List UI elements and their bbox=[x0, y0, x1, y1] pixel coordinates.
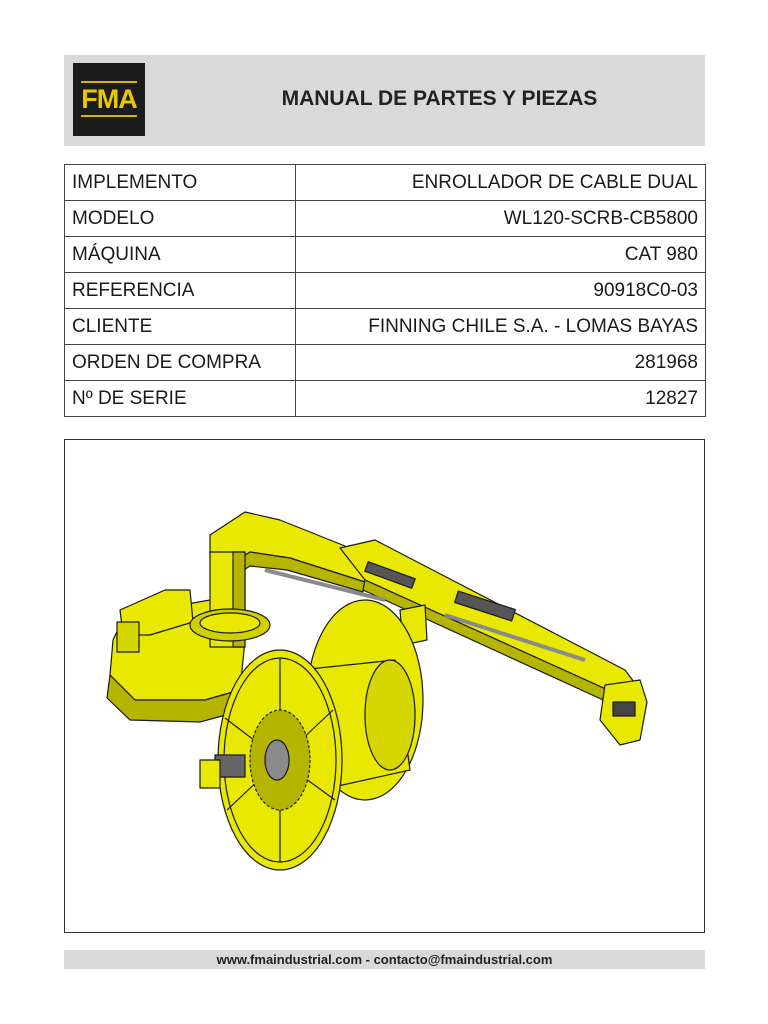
logo-bottom-rule bbox=[81, 115, 137, 117]
row-label: REFERENCIA bbox=[65, 273, 296, 309]
row-label: MODELO bbox=[65, 201, 296, 237]
gear-hub bbox=[265, 740, 289, 780]
equipment-info-table bbox=[64, 164, 706, 417]
row-label: MÁQUINA bbox=[65, 237, 296, 273]
logo-text: FMA bbox=[81, 84, 137, 114]
row-value: CAT 980 bbox=[296, 237, 706, 273]
cable-reel-drawing bbox=[65, 440, 704, 932]
footer-contact: www.fmaindustrial.com - contacto@fmaindustrial.com bbox=[64, 950, 705, 969]
table-row bbox=[65, 381, 706, 417]
row-label: Nº DE SERIE bbox=[65, 381, 296, 417]
row-label: CLIENTE bbox=[65, 309, 296, 345]
fma-logo bbox=[73, 63, 145, 136]
header-banner bbox=[64, 55, 705, 146]
row-label: IMPLEMENTO bbox=[65, 165, 296, 201]
cable-reel-illustration-frame bbox=[64, 439, 705, 933]
table-row bbox=[65, 273, 706, 309]
row-value: FINNING CHILE S.A. - LOMAS BAYAS bbox=[296, 309, 706, 345]
clamp-block bbox=[117, 622, 139, 652]
row-value: ENROLLADOR DE CABLE DUAL bbox=[296, 165, 706, 201]
row-value: 281968 bbox=[296, 345, 706, 381]
table-row bbox=[65, 345, 706, 381]
table-row bbox=[65, 309, 706, 345]
row-value: 90918C0-03 bbox=[296, 273, 706, 309]
table-row bbox=[65, 237, 706, 273]
motor-mount bbox=[200, 760, 220, 788]
table-row bbox=[65, 201, 706, 237]
slew-ring-inner bbox=[200, 613, 260, 633]
row-label: ORDEN DE COMPRA bbox=[65, 345, 296, 381]
table-row bbox=[65, 165, 706, 201]
guide-roller bbox=[613, 702, 635, 716]
row-value: WL120-SCRB-CB5800 bbox=[296, 201, 706, 237]
drum-end bbox=[365, 660, 415, 770]
document-title: MANUAL DE PARTES Y PIEZAS bbox=[281, 87, 598, 110]
row-value: 12827 bbox=[296, 381, 706, 417]
